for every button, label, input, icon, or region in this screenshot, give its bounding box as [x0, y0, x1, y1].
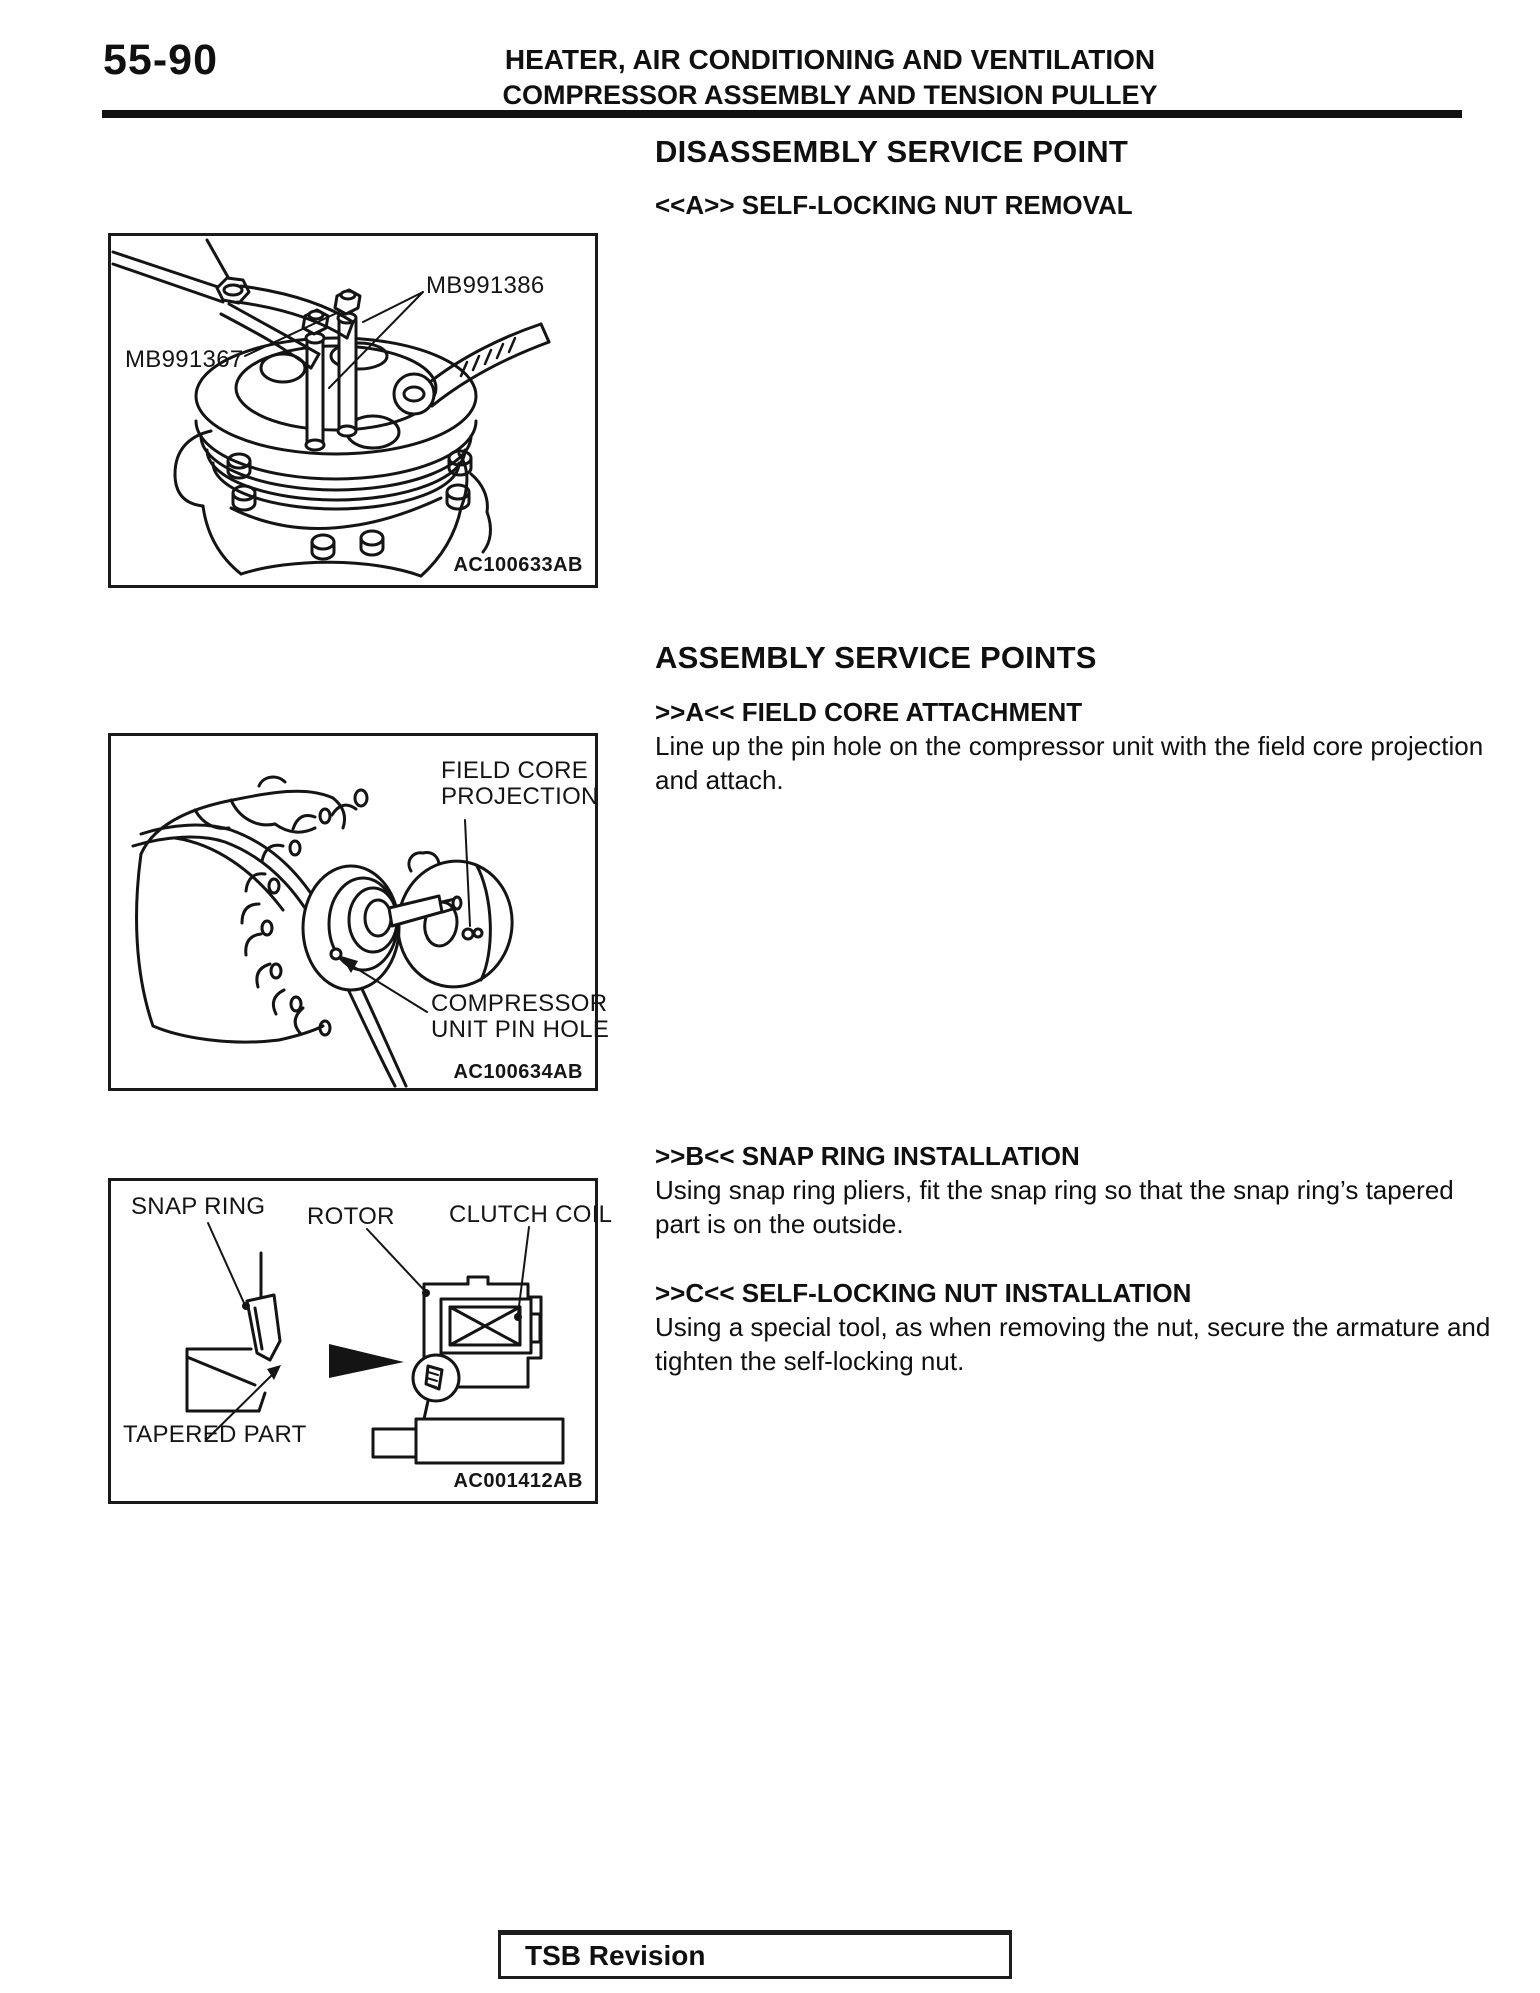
fig1-label-mb991367: MB991367	[125, 346, 244, 373]
fig2-label-field-core-line1: FIELD CORE	[441, 757, 589, 784]
fig3-label-tapered-part: TAPERED PART	[123, 1421, 307, 1448]
fig1-label-mb991386: MB991386	[426, 272, 545, 299]
figure-field-core	[108, 733, 610, 1091]
page-header	[200, 44, 1460, 111]
fig1-code: AC100633AB	[453, 554, 583, 576]
tsb-revision-label: TSB Revision	[525, 1939, 706, 1971]
fig2-label-field-core-line2: PROJECTION	[441, 783, 599, 810]
assembly-point-a-title: >>A<< FIELD CORE ATTACHMENT	[655, 697, 1083, 727]
header-subtitle: COMPRESSOR ASSEMBLY AND TENSION PULLEY	[502, 80, 1158, 111]
fig3-label-clutch-coil: CLUTCH COIL	[449, 1201, 613, 1228]
assembly-point-c-body: Using a special tool, as when removing the nut, secure the armature and tighten the self-locking nut.	[655, 1312, 1491, 1376]
header-rule	[102, 110, 1462, 118]
disassembly-section-title: DISASSEMBLY SERVICE POINT	[655, 134, 1128, 169]
assembly-point-a-body: Line up the pin hole on the compressor unit with the field core projection and attach.	[655, 731, 1484, 795]
fig2-label-pin-hole-line2: UNIT PIN HOLE	[431, 1016, 610, 1043]
fig2-label-pin-hole-line1: COMPRESSOR	[431, 990, 608, 1017]
tsb-revision-box	[498, 1930, 1012, 1979]
header-title: HEATER, AIR CONDITIONING AND VENTILATION	[504, 44, 1156, 75]
assembly-point-b-body: Using snap ring pliers, fit the snap ring so that the snap ring’s tapered part is on the outside.	[655, 1175, 1454, 1239]
fig2-label-field-core	[441, 758, 599, 810]
assembly-point-b-title: >>B<< SNAP RING INSTALLATION	[655, 1141, 1080, 1171]
figure-snap-ring	[108, 1178, 613, 1504]
assembly-point-c-title: >>C<< SELF-LOCKING NUT INSTALLATION	[655, 1278, 1192, 1308]
fig2-label-pin-hole	[431, 991, 609, 1043]
figure-nut-removal	[108, 233, 598, 588]
fig3-code: AC001412AB	[453, 1470, 583, 1492]
fig3-label-snap-ring: SNAP RING	[131, 1193, 266, 1220]
assembly-section-title: ASSEMBLY SERVICE POINTS	[655, 640, 1097, 675]
page-number: 55-90	[103, 36, 218, 84]
fig3-label-rotor: ROTOR	[307, 1203, 395, 1230]
fig2-code: AC100634AB	[453, 1061, 583, 1083]
disassembly-point-a-title: <<A>> SELF-LOCKING NUT REMOVAL	[655, 190, 1133, 220]
